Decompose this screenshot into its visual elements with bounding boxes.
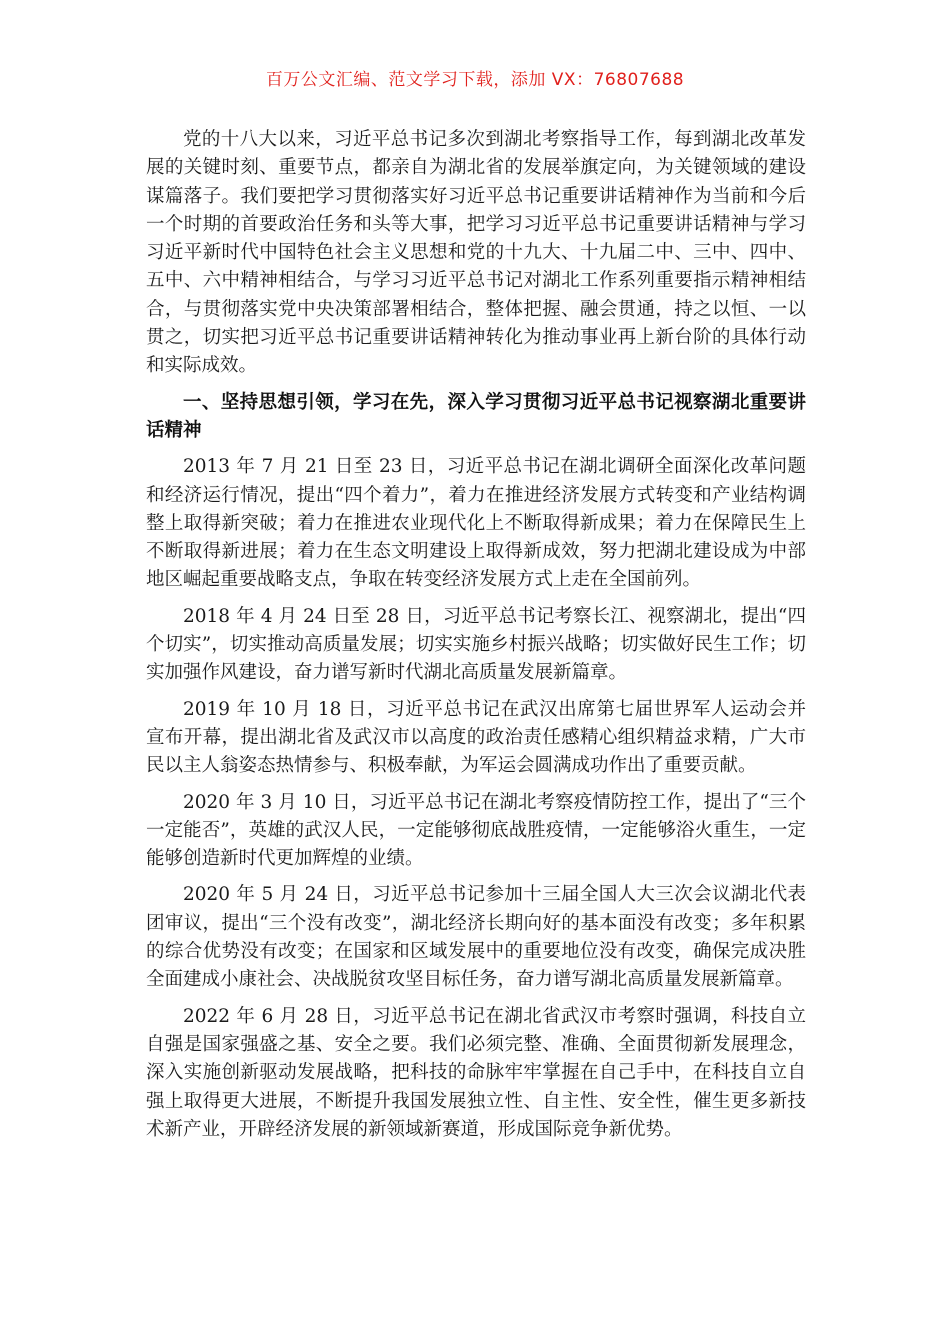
- intro-paragraph: 党的十八大以来，习近平总书记多次到湖北考察指导工作，每到湖北改革发展的关键时刻、重要节点，都亲自为湖北省的发展举旗定向，为关键领域的建设谋篇落子。我们要把学习贯彻落实好习近平总书记重要讲话精神作为当前和今后一个时期的首要政治任务和头等大事，把学习习近平总书记重要讲话精神与学习习近平新时代中国特色社会主义思想和党的十九大、十九届二中、三中、四中、五中、六中精神相结合，与学习习近平总书记对湖北工作系列重要指示精神相结合，与贯彻落实党中央决策部署相结合，整体把握、融会贯通，持之以恒、一以贯之，切实把习近平总书记重要讲话精神转化为推动事业再上新台阶的具体行动和实际成效。: [146, 129, 806, 377]
- body-paragraph: 2018 年 4 月 24 日至 28 日，习近平总书记考察长江、视察湖北，提出“四个切实”，切实推动高质量发展；切实实施乡村振兴战略；切实做好民生工作；切实加强作风建设，奋力谱写新时代湖北高质量发展新篇章。: [146, 605, 806, 684]
- watermark-header: 百万公文汇编、范文学习下载，添加 VX：76807688: [265, 70, 685, 90]
- document-body: [146, 126, 806, 1152]
- body-paragraph: 2020 年 3 月 10 日，习近平总书记在湖北考察疫情防控工作，提出了“三个一定能否”，英雄的武汉人民，一定能够彻底战胜疫情，一定能够浴火重生，一定能够创造新时代更加辉煌的业绩。: [146, 791, 806, 870]
- body-paragraph: 2013 年 7 月 21 日至 23 日，习近平总书记在湖北调研全面深化改革问题和经济运行情况，提出“四个着力”，着力在推进经济发展方式转变和产业结构调整上取得新突破；着力在推进农业现代化上不断取得新成果；着力在保障民生上不断取得新进展；着力在生态文明建设上取得新成效，努力把湖北建设成为中部地区崛起重要战略支点，争取在转变经济发展方式上走在全国前列。: [146, 456, 806, 591]
- body-paragraph: 2022 年 6 月 28 日，习近平总书记在湖北省武汉市考察时强调，科技自立自强是国家强盛之基、安全之要。我们必须完整、准确、全面贯彻新发展理念，深入实施创新驱动发展战略，把科技的命脉牢牢掌握在自己手中，在科技自立自强上取得更大进展，不断提升我国发展独立性、自主性、安全性，催生更多新技术新产业，开辟经济发展的新领域新赛道，形成国际竞争新优势。: [146, 1005, 806, 1140]
- section-heading: 一、坚持思想引领，学习在先，深入学习贯彻习近平总书记视察湖北重要讲话精神: [146, 391, 806, 441]
- body-paragraph: 2019 年 10 月 18 日，习近平总书记在武汉出席第七届世界军人运动会并宣布开幕，提出湖北省及武汉市以高度的政治责任感精心组织精益求精，广大市民以主人翁姿态热情参与、积极奉献，为军运会圆满成功作出了重要贡献。: [146, 698, 806, 777]
- body-paragraph: 2020 年 5 月 24 日，习近平总书记参加十三届全国人大三次会议湖北代表团审议，提出“三个没有改变”，湖北经济长期向好的基本面没有改变；多年积累的综合优势没有改变；在国家和区域发展中的重要地位没有改变，确保完成决胜全面建成小康社会、决战脱贫攻坚目标任务，奋力谱写湖北高质量发展新篇章。: [146, 884, 806, 991]
